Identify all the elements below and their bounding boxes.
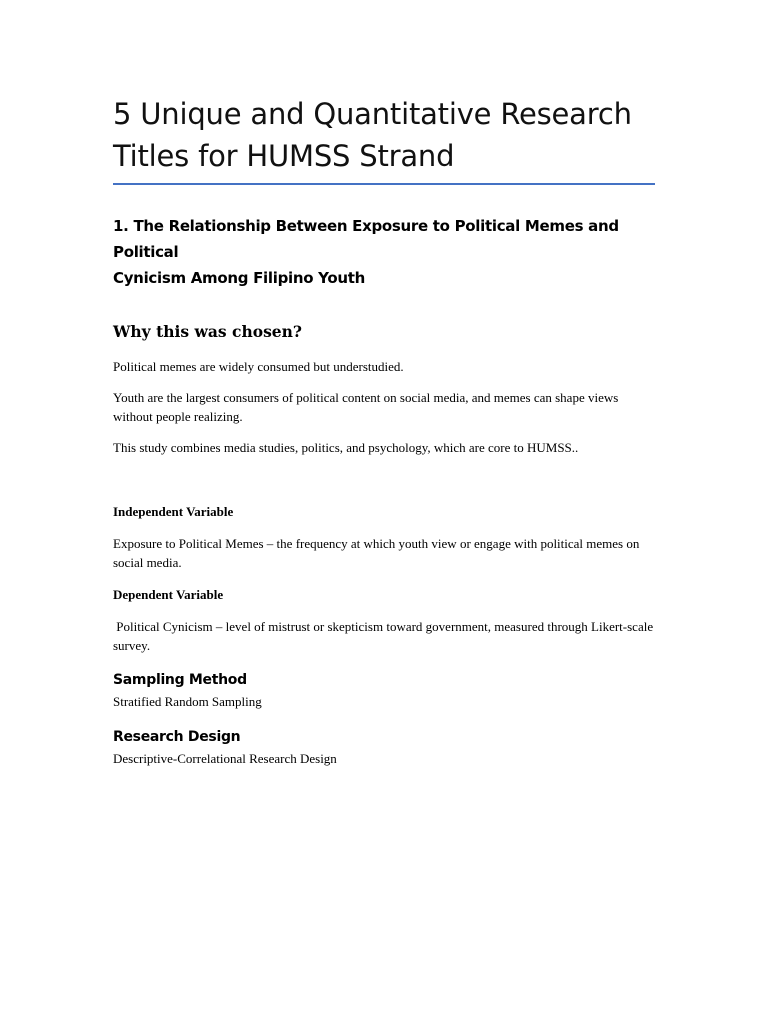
document-title-line-2: Titles for HUMSS Strand xyxy=(113,139,455,173)
dependent-variable-text: Political Cynicism – level of mistrust or skepticism toward government, measured through Likert-scale survey. xyxy=(113,619,657,653)
sampling-method-text: Stratified Random Sampling xyxy=(113,694,262,709)
document-title-line-1: 5 Unique and Quantitative Research xyxy=(113,97,632,131)
why-chosen-heading: Why this was chosen? xyxy=(113,322,303,341)
title-underline-rule xyxy=(113,183,655,185)
independent-variable-label: Independent Variable xyxy=(113,504,234,519)
why-paragraph-3: This study combines media studies, politics, and psychology, which are core to HUMSS.. xyxy=(113,440,579,455)
section-1-title xyxy=(113,213,658,291)
independent-variable-text: Exposure to Political Memes – the frequency at which youth view or engage with political memes on social media. xyxy=(113,536,640,570)
research-design-text: Descriptive-Correlational Research Design xyxy=(113,751,337,766)
research-design-heading: Research Design xyxy=(113,729,241,745)
sampling-method-heading: Sampling Method xyxy=(113,672,247,688)
why-paragraph-1: Political memes are widely consumed but understudied. xyxy=(113,359,404,374)
document-content xyxy=(113,93,658,768)
section-1-title-line-1: 1. The Relationship Between Exposure to Political Memes and Political xyxy=(113,217,619,261)
document-title xyxy=(113,93,658,177)
dependent-variable-label: Dependent Variable xyxy=(113,587,224,602)
section-1-title-line-2: Cynicism Among Filipino Youth xyxy=(113,269,365,287)
why-paragraph-2: Youth are the largest consumers of political content on social media, and memes can shape views without people realizing. xyxy=(113,390,619,424)
